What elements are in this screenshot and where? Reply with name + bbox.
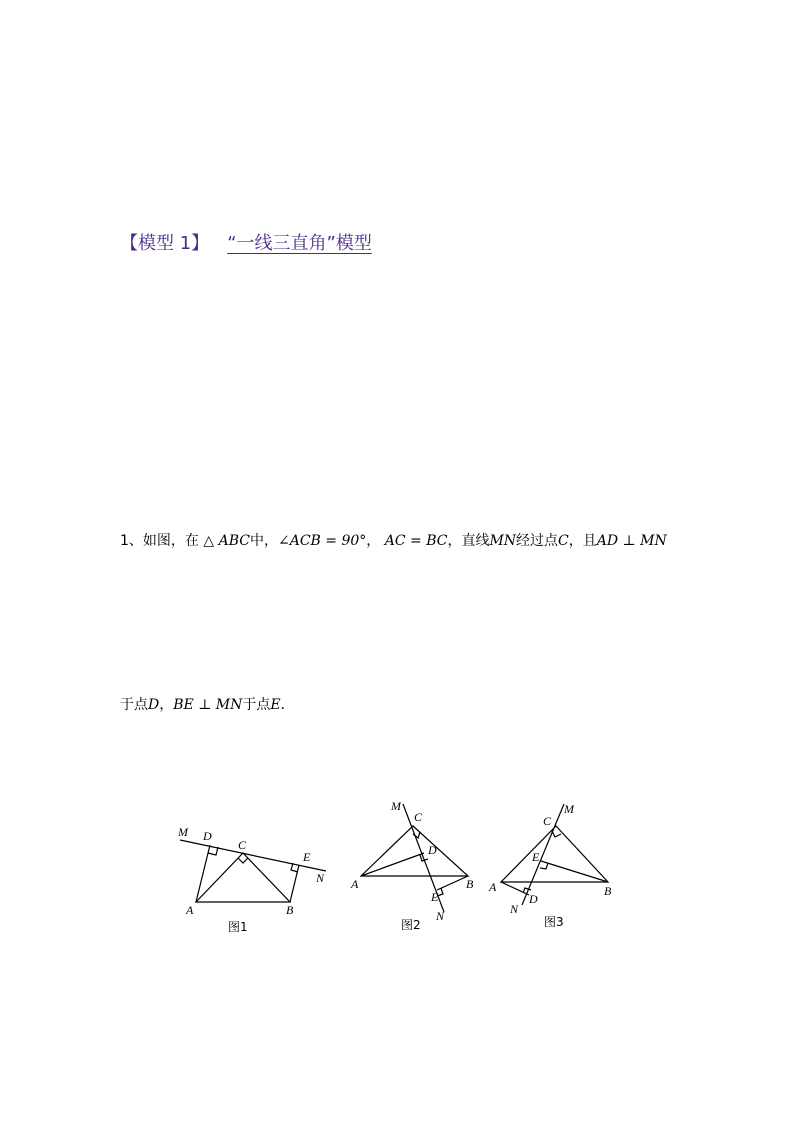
- label-m: M: [564, 802, 574, 816]
- angle-condition: ∠ACB = 90°: [277, 533, 367, 549]
- right-angle-e: [540, 863, 548, 869]
- figure-3: [501, 804, 608, 905]
- right-angle-c: [238, 858, 248, 863]
- right-angle-c: [552, 831, 561, 837]
- label-n: N: [436, 909, 445, 923]
- label-n: N: [316, 871, 325, 885]
- model-label: 【模型 1】: [120, 233, 210, 254]
- label-a: A: [351, 877, 359, 891]
- triangle-abc: [501, 826, 608, 882]
- label-d: D: [203, 829, 212, 843]
- label-d: D: [428, 843, 437, 857]
- segment-ad: [361, 853, 424, 876]
- figure-2-labels: [350, 799, 474, 932]
- label-c: C: [238, 838, 247, 852]
- label-m: M: [391, 799, 401, 813]
- figure-1-caption: 图1: [228, 920, 248, 934]
- model-title: “一线三直角”模型: [227, 233, 372, 254]
- label-c: C: [543, 814, 552, 828]
- perpendicular-condition-2: BE ⊥ MN: [173, 697, 243, 713]
- label-b: B: [466, 877, 474, 891]
- triangle-symbol: △: [203, 533, 215, 549]
- equal-condition: AC = BC: [384, 533, 448, 549]
- figure-3-caption: 图3: [544, 915, 564, 929]
- perpendicular-condition-1: AD ⊥ MN: [596, 533, 667, 549]
- label-e: E: [303, 850, 311, 864]
- label-m: M: [178, 825, 188, 839]
- figure-1-labels: [177, 825, 325, 934]
- problem-line-2: 于点D，BE ⊥ MN于点E．: [120, 697, 295, 713]
- problem-line-1: 1、如图，在 △ ABC中，∠ACB = 90°， AC = BC，直线MN经过点C，且AD ⊥ MN: [120, 533, 667, 549]
- segment-be: [437, 876, 468, 890]
- label-c: C: [414, 810, 423, 824]
- label-a: A: [186, 903, 194, 917]
- label-e: E: [431, 890, 439, 904]
- label-d: D: [529, 892, 538, 906]
- figure-2-caption: 图2: [401, 918, 421, 932]
- label-b: B: [286, 903, 294, 917]
- label-n: N: [510, 902, 519, 916]
- label-b: B: [604, 884, 612, 898]
- problem-number: 1、: [120, 533, 143, 549]
- label-e: E: [532, 850, 540, 864]
- label-a: A: [489, 880, 497, 894]
